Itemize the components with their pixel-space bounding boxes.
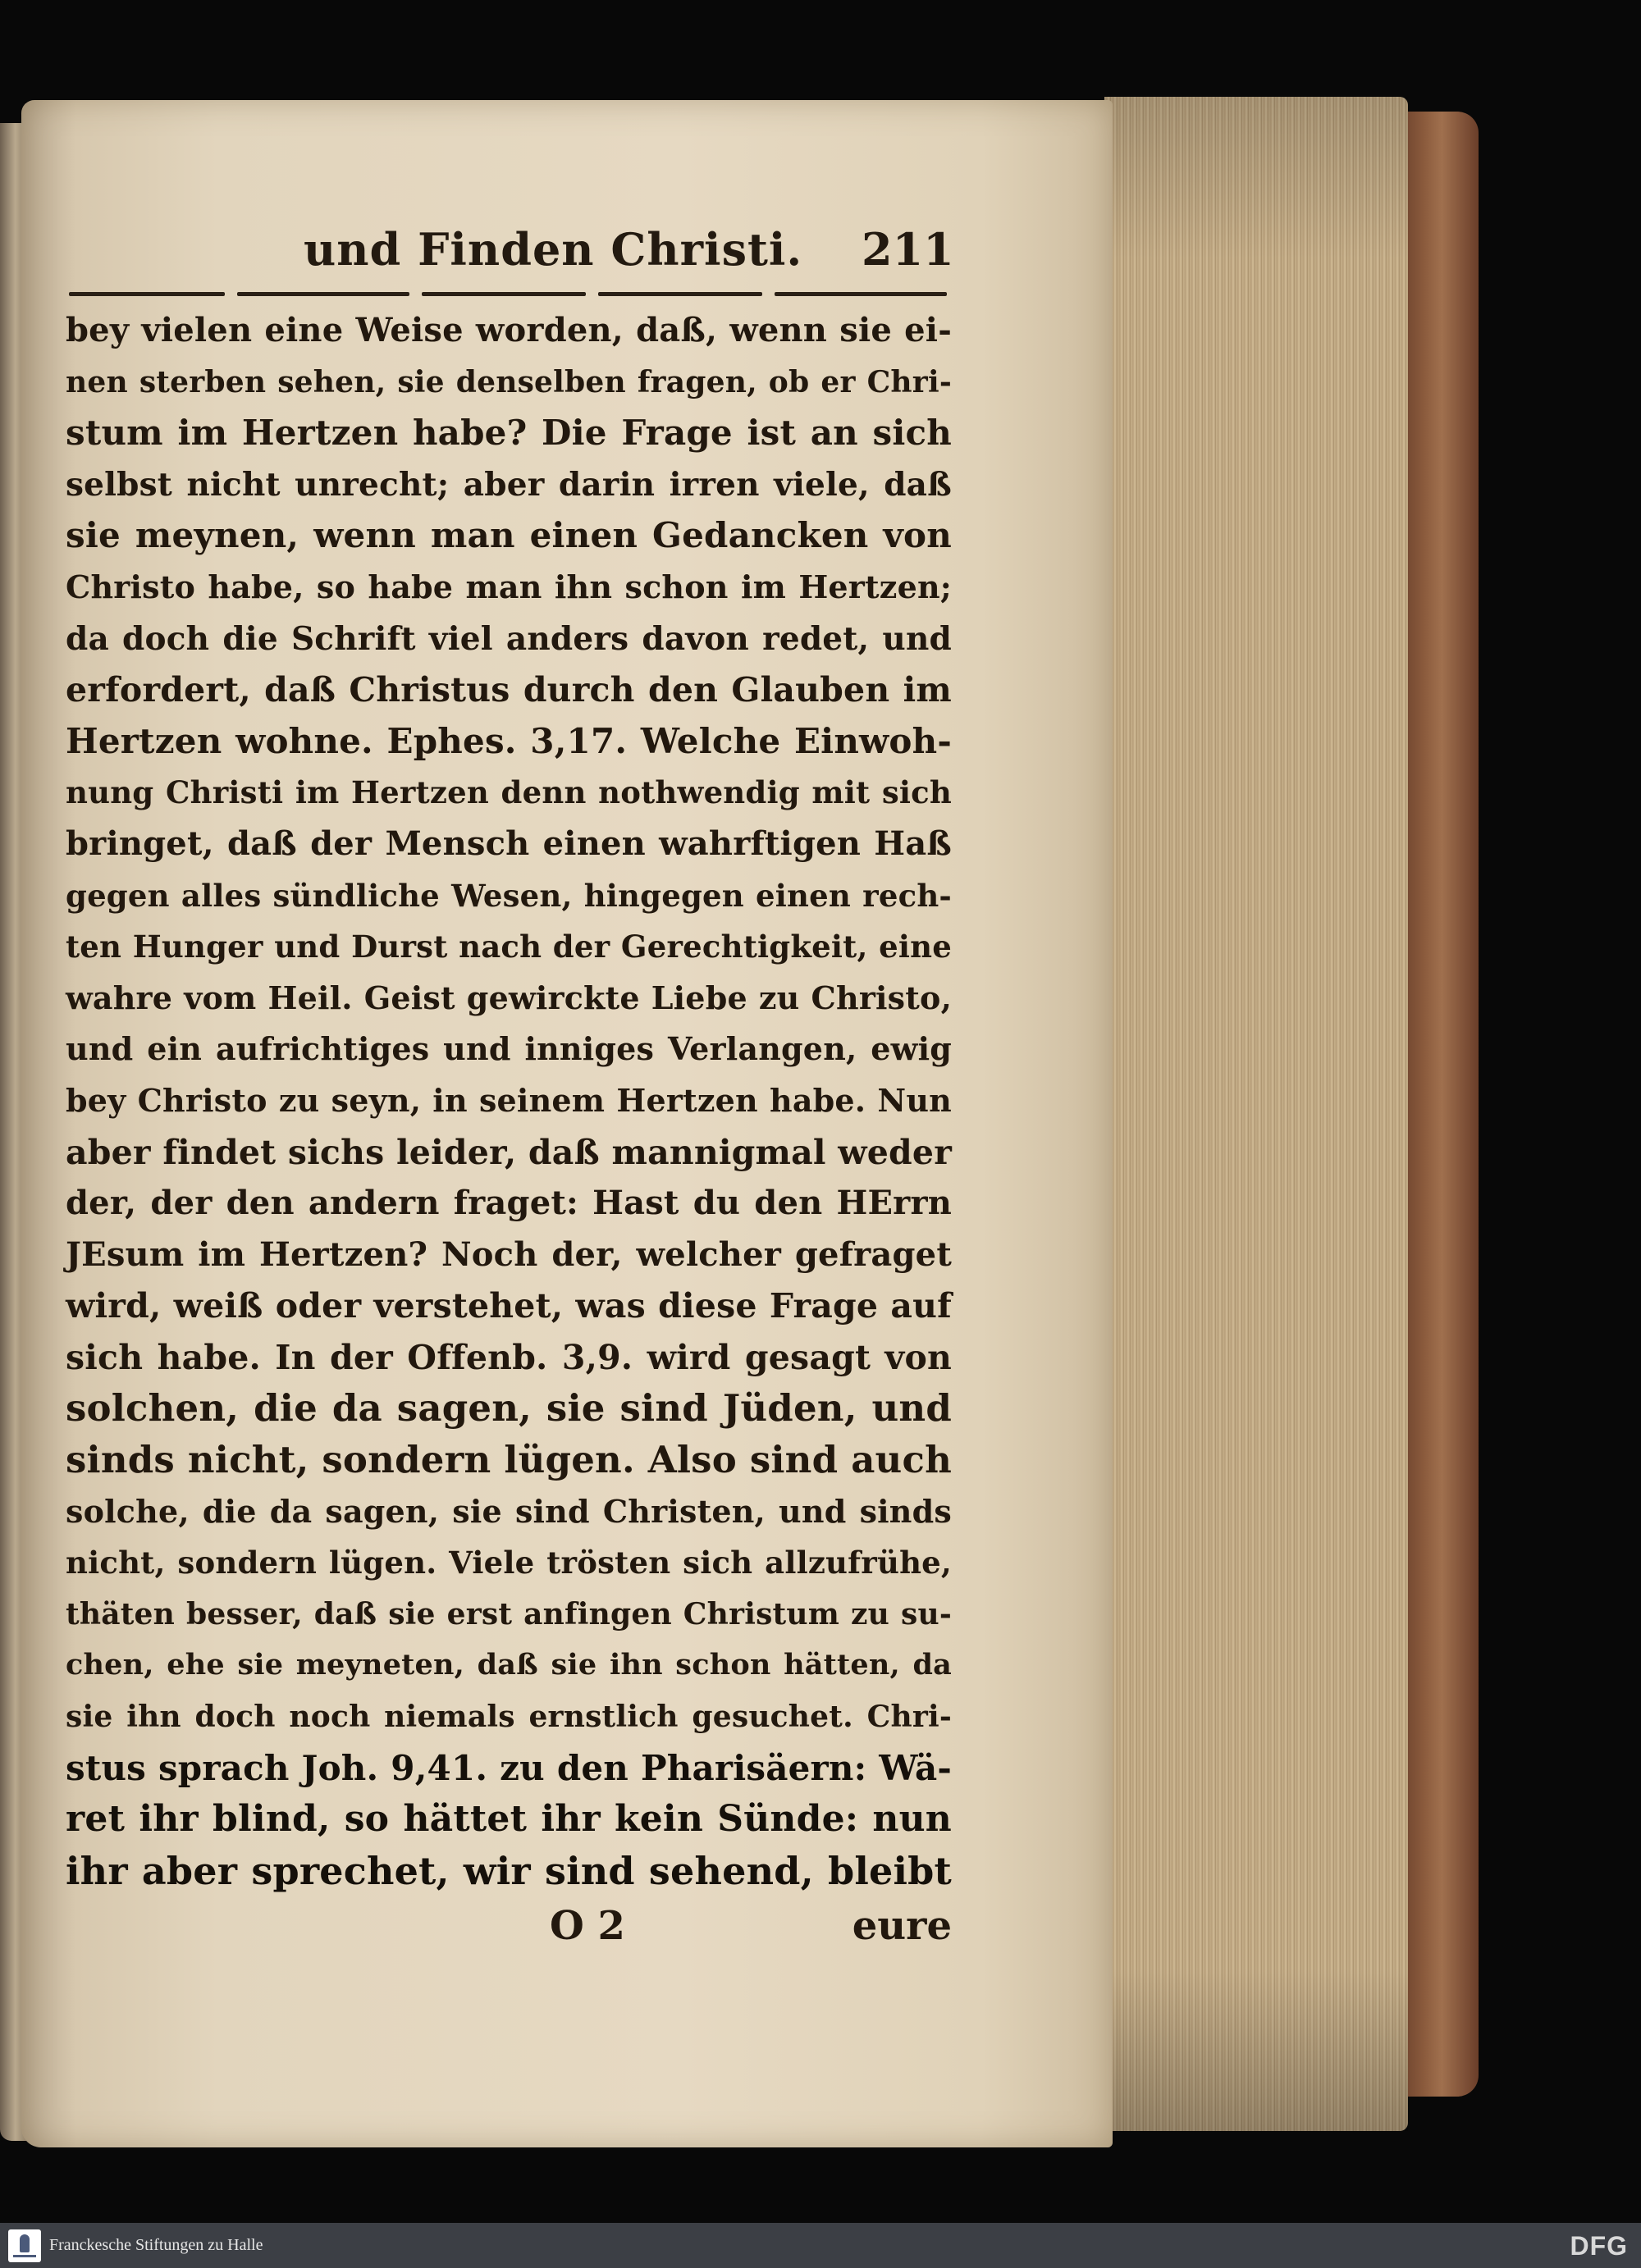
institution-logo-icon[interactable] bbox=[8, 2229, 41, 2262]
text-line: ten Hunger und Durst nach der Gerechtigkeit, eine bbox=[66, 929, 952, 965]
text-line: aber findet sichs leider, daß mannigmal weder bbox=[66, 1132, 952, 1172]
text-line: sie ihn doch noch niemals ernstlich gesuchet. Chri- bbox=[66, 1700, 952, 1735]
text-line: selbst nicht unrecht; aber darin irren viele, daß bbox=[66, 465, 952, 504]
header-rule bbox=[69, 292, 947, 297]
text-line: gegen alles sündliche Wesen, hingegen einen rech- bbox=[66, 877, 952, 914]
dfg-logo[interactable]: DFG bbox=[1570, 2231, 1628, 2261]
text-line: ret ihr blind, so hättet ihr kein Sünde: nun bbox=[66, 1798, 952, 1841]
text-line: bringet, daß der Mensch einen wahrftigen Haß bbox=[66, 824, 952, 863]
text-line: sinds nicht, sondern lügen. Also sind auch bbox=[66, 1438, 952, 1482]
text-line: Christo habe, so habe man ihn schon im Hertzen; bbox=[66, 568, 952, 605]
text-line: solche, die da sagen, sie sind Christen, und sinds bbox=[66, 1492, 952, 1530]
text-line: da doch die Schrift viel anders davon redet, und bbox=[66, 619, 952, 658]
text-line: thäten besser, daß sie erst anfingen Christum zu su- bbox=[66, 1596, 952, 1631]
body-text bbox=[66, 305, 952, 1896]
text-line: JEsum im Hertzen? Noch der, welcher gefraget bbox=[66, 1234, 952, 1274]
text-line: sich habe. In der Offenb. 3,9. wird gesagt von bbox=[66, 1337, 952, 1377]
text-line: solchen, die da sagen, sie sind Jüden, und bbox=[66, 1386, 952, 1431]
text-line: Hertzen wohne. Ephes. 3,17. Welche Einwoh- bbox=[66, 720, 952, 761]
text-line: wahre vom Heil. Geist gewirckte Liebe zu Christo, bbox=[66, 979, 952, 1016]
text-line: bey Christo zu seyn, in seinem Hertzen habe. Nun bbox=[66, 1081, 952, 1119]
page-number: 211 bbox=[862, 223, 954, 276]
text-line: nicht, sondern lügen. Viele trösten sich allzufrühe, bbox=[66, 1545, 952, 1581]
text-line: und ein aufrichtiges und inniges Verlangen, ewig bbox=[66, 1030, 952, 1068]
text-line: ihr aber sprechet, wir sind sehend, bleibt bbox=[66, 1848, 952, 1893]
text-line: erfordert, daß Christus durch den Glauben im bbox=[66, 670, 952, 710]
viewer-footer-bar bbox=[0, 2223, 1641, 2268]
text-line: der, der den andern fraget: Hast du den HErrn bbox=[66, 1184, 952, 1223]
text-line: stum im Hertzen habe? Die Frage ist an sich bbox=[66, 413, 952, 454]
signature-mark: O 2 bbox=[550, 1903, 625, 1949]
text-line: sie meynen, wenn man einen Gedancken von bbox=[66, 515, 952, 556]
page-stack-edge bbox=[1104, 97, 1408, 2131]
running-head bbox=[0, 223, 1641, 289]
text-line: chen, ehe sie meyneten, daß sie ihn schon hätten, da bbox=[66, 1648, 952, 1682]
running-title: und Finden Christi. bbox=[304, 223, 803, 276]
text-line: nen sterben sehen, sie denselben fragen, ob er Chri- bbox=[66, 364, 952, 399]
institution-name[interactable]: Franckesche Stiftungen zu Halle bbox=[49, 2236, 263, 2254]
page-footer bbox=[66, 1903, 952, 1960]
text-line: stus sprach Joh. 9,41. zu den Pharisäern: Wä- bbox=[66, 1747, 952, 1788]
text-line: bey vielen eine Weise worden, daß, wenn sie ei- bbox=[66, 311, 952, 349]
catchword: eure bbox=[852, 1903, 952, 1949]
text-line: wird, weiß oder verstehet, was diese Frage auf bbox=[66, 1286, 952, 1326]
text-line: nung Christi im Hertzen denn nothwendig mit sich bbox=[66, 774, 952, 811]
